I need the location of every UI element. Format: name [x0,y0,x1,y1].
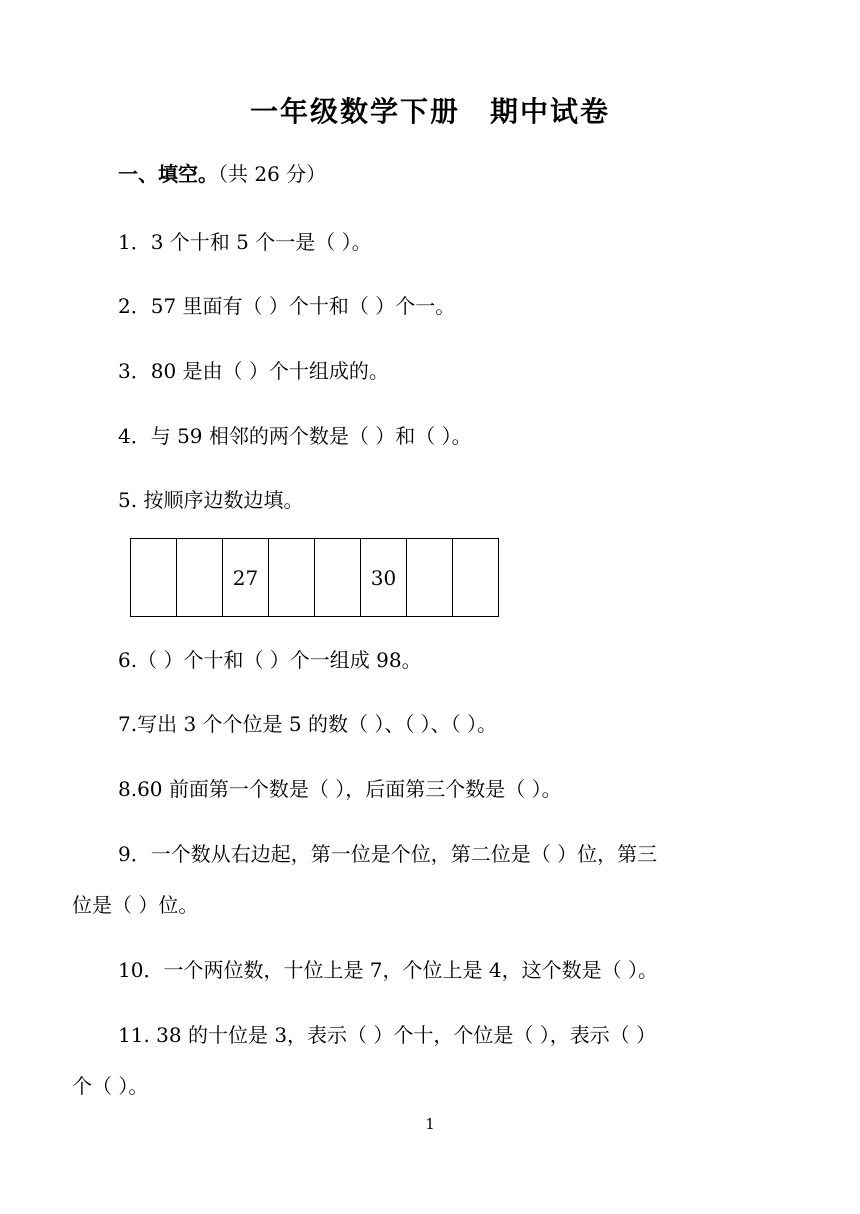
question-10: 10．一个两位数，十位上是 7，个位上是 4，这个数是（ ）。 [118,958,658,982]
title-main: 一年级数学下册 [249,95,460,128]
question-8: 8.60 前面第一个数是（ ），后面第三个数是（ ）。 [118,777,562,801]
question-11: 11. 38 的十位是 3，表示（ ）个十，个位是（ ），表示（ ） [118,1023,657,1047]
question-1: 1．3 个十和 5 个一是（ ）。 [118,230,372,254]
question-6: 6.（ ）个十和（ ）个一组成 98。 [118,648,422,672]
question-4: 4．与 59 相邻的两个数是（ ）和（ ）。 [118,424,472,448]
question-7: 7.写出 3 个个位是 5 的数（ ）、（ ）、（ ）。 [118,712,498,736]
sequence-cell[interactable] [453,539,499,617]
number-sequence-table [130,538,499,617]
title-sub: 期中试卷 [490,95,611,128]
sequence-cell[interactable] [407,539,453,617]
sequence-cell[interactable] [131,539,177,617]
section-heading [118,160,326,188]
question-11-continued: 个（ ）。 [72,1074,149,1098]
sequence-cell[interactable] [177,539,223,617]
question-2: 2．57 里面有（ ）个十和（ ）个一。 [118,294,456,318]
sequence-cell: 27 [223,539,269,617]
question-9: 9．一个数从右边起，第一位是个位，第二位是（ ）位，第三 [118,842,658,866]
sequence-cell[interactable] [315,539,361,617]
section-score: （共 26 分） [218,162,327,186]
page-title [0,90,860,130]
section-title: 一、填空。 [118,162,218,186]
question-9-continued: 位是（ ）位。 [72,893,199,917]
page-number: 1 [425,1115,435,1133]
sequence-cell[interactable] [269,539,315,617]
sequence-cell: 30 [361,539,407,617]
question-3: 3．80 是由（ ）个十组成的。 [118,359,389,383]
question-5: 5. 按顺序边数边填。 [118,488,304,512]
